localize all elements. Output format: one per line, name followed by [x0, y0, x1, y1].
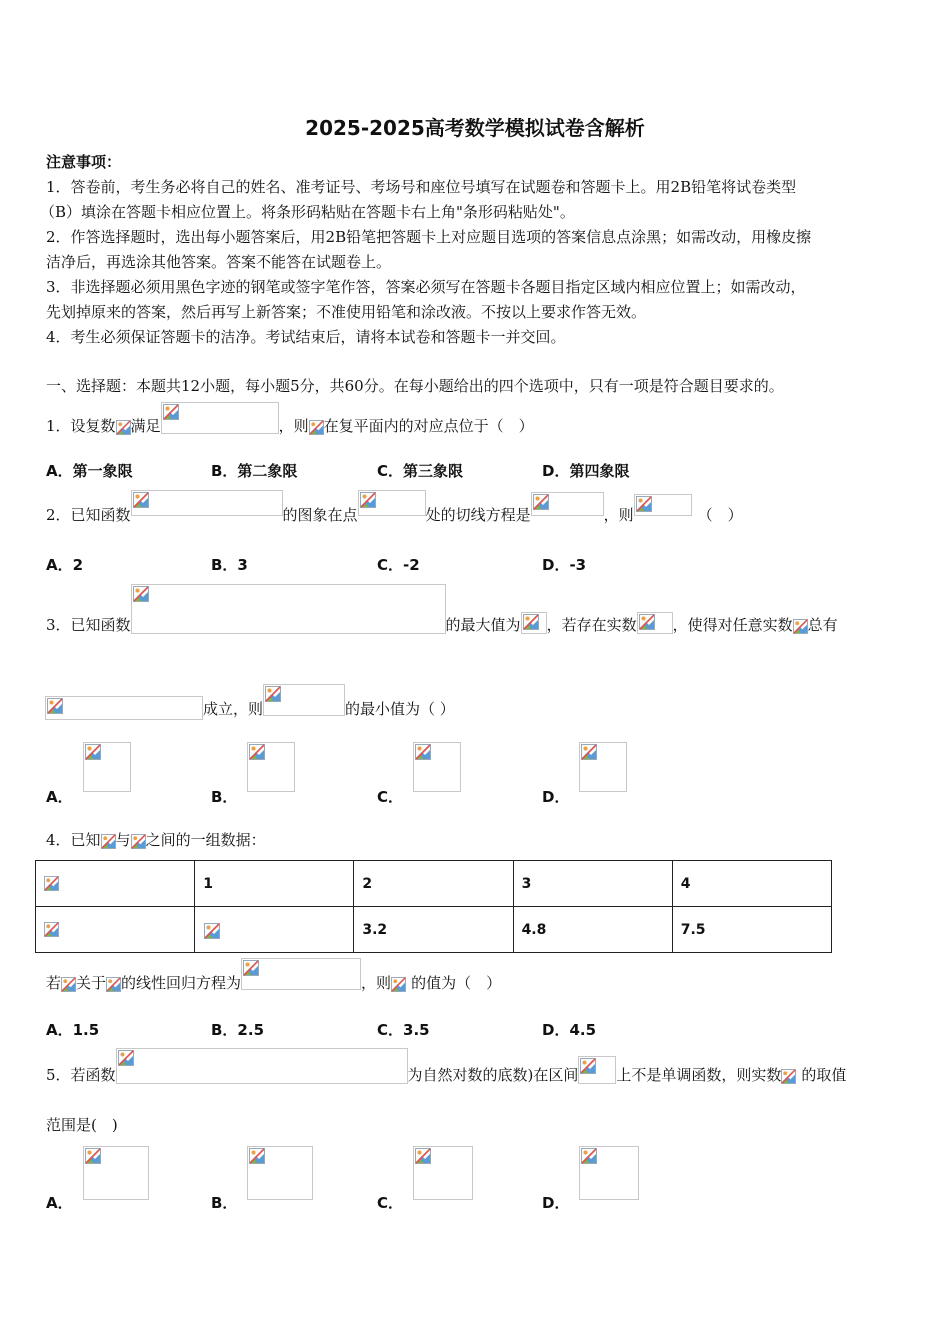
- formula-image: [521, 612, 547, 634]
- formula-image: [45, 696, 203, 720]
- notice-line-5: 3．非选择题必须用黑色字迹的钢笔或签字笔作答，答案必须写在答题卡各题目指定区域内相应位置上；如需改动，: [46, 278, 806, 296]
- table-cell: [195, 907, 354, 953]
- question-4-cont: 若 关于 的线性回归方程为 ，则 的值为（ ）: [46, 958, 501, 1005]
- formula-image: [531, 492, 604, 516]
- broken-image-icon: [85, 1148, 101, 1164]
- formula-image: [579, 742, 627, 792]
- q3-option-c[interactable]: C．: [377, 742, 461, 792]
- table-cell: [36, 907, 195, 953]
- formula-image: [247, 1146, 313, 1200]
- formula-image: [203, 922, 223, 938]
- formula-image: [413, 742, 461, 792]
- notice-line-3: 2．作答选择题时，选出每小题答案后，用2B铅笔把答题卡上对应题目选项的答案信息点涂黑；如需改动，用橡皮擦: [46, 228, 812, 246]
- broken-image-icon: [163, 404, 179, 420]
- broken-image-icon: [639, 614, 655, 630]
- formula-image: [161, 402, 279, 434]
- q1-option-d[interactable]: D．第四象限: [542, 462, 630, 480]
- broken-image-icon: [101, 834, 116, 849]
- formula-image: [44, 922, 59, 937]
- question-1: 1．设复数 满足 ，则 在复平面内的对应点位于（ ）: [46, 402, 534, 446]
- formula-image: [391, 977, 411, 992]
- data-table: [35, 860, 832, 953]
- notice-heading: 注意事项：: [46, 153, 122, 171]
- formula-image: [247, 742, 295, 792]
- notice-line-2: （B）填涂在答题卡相应位置上。将条形码粘贴在答题卡右上角"条形码粘贴处"。: [40, 203, 575, 221]
- broken-image-icon: [415, 1148, 431, 1164]
- section-heading: 一、选择题：本题共12小题，每小题5分，共60分。在每小题给出的四个选项中，只有一项是符合题目要求的。: [46, 377, 784, 395]
- question-5-cont: 范围是( ): [46, 1116, 118, 1134]
- table-cell: 1: [195, 861, 354, 907]
- table-cell: 3.2: [354, 907, 513, 953]
- broken-image-icon: [118, 1050, 134, 1066]
- broken-image-icon: [249, 1148, 265, 1164]
- broken-image-icon: [116, 420, 131, 435]
- question-4: 4．已知 与 之间的一组数据：: [46, 831, 266, 849]
- formula-image: [106, 977, 121, 992]
- q2-option-d[interactable]: D．-3: [542, 556, 587, 574]
- table-cell: 2: [354, 861, 513, 907]
- formula-image: [634, 494, 692, 516]
- q1-option-a[interactable]: A．第一象限: [46, 462, 133, 480]
- broken-image-icon: [265, 686, 281, 702]
- table-cell: 7.5: [672, 907, 831, 953]
- broken-image-icon: [523, 614, 539, 630]
- q4-option-d[interactable]: D．4.5: [542, 1021, 597, 1039]
- formula-image: [61, 977, 76, 992]
- formula-image: [637, 612, 673, 634]
- q5-option-d[interactable]: D．: [542, 1146, 639, 1200]
- formula-image: [131, 490, 283, 516]
- notice-line-1: 1．答卷前，考生务必将自己的姓名、准考证号、考场号和座位号填写在试题卷和答题卡上。用2B铅笔将试卷类型: [46, 178, 797, 196]
- broken-image-icon: [61, 977, 76, 992]
- q4-option-c[interactable]: C．3.5: [377, 1021, 430, 1039]
- q3-option-a[interactable]: A．: [46, 742, 131, 792]
- page-title: 2025-2025高考数学模拟试卷含解析: [305, 116, 645, 140]
- q1-option-c[interactable]: C．第三象限: [377, 462, 464, 480]
- q5-option-b[interactable]: B．: [211, 1146, 313, 1200]
- q5-option-c[interactable]: C．: [377, 1146, 473, 1200]
- formula-image: [793, 619, 808, 634]
- q5-option-a[interactable]: A．: [46, 1146, 149, 1200]
- broken-image-icon: [793, 619, 808, 634]
- broken-image-icon: [106, 977, 121, 992]
- question-2: 2．已知函数 的图象在点 处的切线方程是 ，则 （ ）: [46, 490, 743, 540]
- q2-option-a[interactable]: A．2: [46, 556, 84, 574]
- formula-image: [101, 834, 116, 849]
- formula-image: [241, 958, 361, 990]
- broken-image-icon: [636, 496, 652, 512]
- formula-image: [309, 420, 324, 435]
- q3-option-b[interactable]: B．: [211, 742, 295, 792]
- broken-image-icon: [44, 922, 59, 937]
- broken-image-icon: [581, 744, 597, 760]
- formula-image: [116, 420, 131, 435]
- table-cell: [36, 861, 195, 907]
- table-cell: 3: [513, 861, 672, 907]
- broken-image-icon: [243, 960, 259, 976]
- broken-image-icon: [415, 744, 431, 760]
- q2-option-c[interactable]: C．-2: [377, 556, 420, 574]
- broken-image-icon: [581, 1148, 597, 1164]
- question-3-cont: 成立，则 的最小值为（ ）: [46, 684, 455, 727]
- formula-image: [83, 1146, 149, 1200]
- formula-image: [131, 834, 146, 849]
- question-5: 5．若函数 为自然对数的底数)在区间 上不是单调函数，则实数 的取值: [46, 1048, 846, 1101]
- formula-image: [413, 1146, 473, 1200]
- broken-image-icon: [360, 492, 376, 508]
- broken-image-icon: [533, 494, 549, 510]
- table-row: [36, 907, 832, 953]
- broken-image-icon: [133, 492, 149, 508]
- broken-image-icon: [131, 834, 146, 849]
- broken-image-icon: [47, 698, 63, 714]
- q4-option-b[interactable]: B．2.5: [211, 1021, 265, 1039]
- broken-image-icon: [44, 876, 59, 891]
- broken-image-icon: [391, 977, 406, 992]
- formula-image: [781, 1069, 801, 1084]
- notice-line-6: 先划掉原来的答案，然后再写上新答案；不准使用铅笔和涂改液。不按以上要求作答无效。: [46, 303, 647, 321]
- formula-image: [116, 1048, 408, 1084]
- formula-image: [358, 490, 426, 516]
- q1-option-b[interactable]: B．第二象限: [211, 462, 298, 480]
- formula-image: [263, 684, 345, 716]
- broken-image-icon: [204, 923, 220, 939]
- q2-option-b[interactable]: B．3: [211, 556, 248, 574]
- broken-image-icon: [133, 586, 149, 602]
- table-cell: 4.8: [513, 907, 672, 953]
- notice-line-4: 洁净后，再选涂其他答案。答案不能答在试题卷上。: [46, 253, 392, 271]
- broken-image-icon: [781, 1069, 796, 1084]
- question-3: 3．已知函数 的最大值为 ，若存在实数 ，使得对任意实数 总有: [46, 584, 838, 651]
- q3-option-d[interactable]: D．: [542, 742, 627, 792]
- formula-image: [83, 742, 131, 792]
- formula-image: [578, 1056, 616, 1084]
- notice-line-7: 4．考生必须保证答题卡的洁净。考试结束后，请将本试卷和答题卡一并交回。: [46, 328, 566, 346]
- broken-image-icon: [580, 1058, 596, 1074]
- broken-image-icon: [249, 744, 265, 760]
- q4-option-a[interactable]: A．1.5: [46, 1021, 100, 1039]
- formula-image: [579, 1146, 639, 1200]
- formula-image: [131, 584, 446, 634]
- table-row: [36, 861, 832, 907]
- table-cell: 4: [672, 861, 831, 907]
- broken-image-icon: [85, 744, 101, 760]
- broken-image-icon: [309, 420, 324, 435]
- formula-image: [44, 876, 59, 891]
